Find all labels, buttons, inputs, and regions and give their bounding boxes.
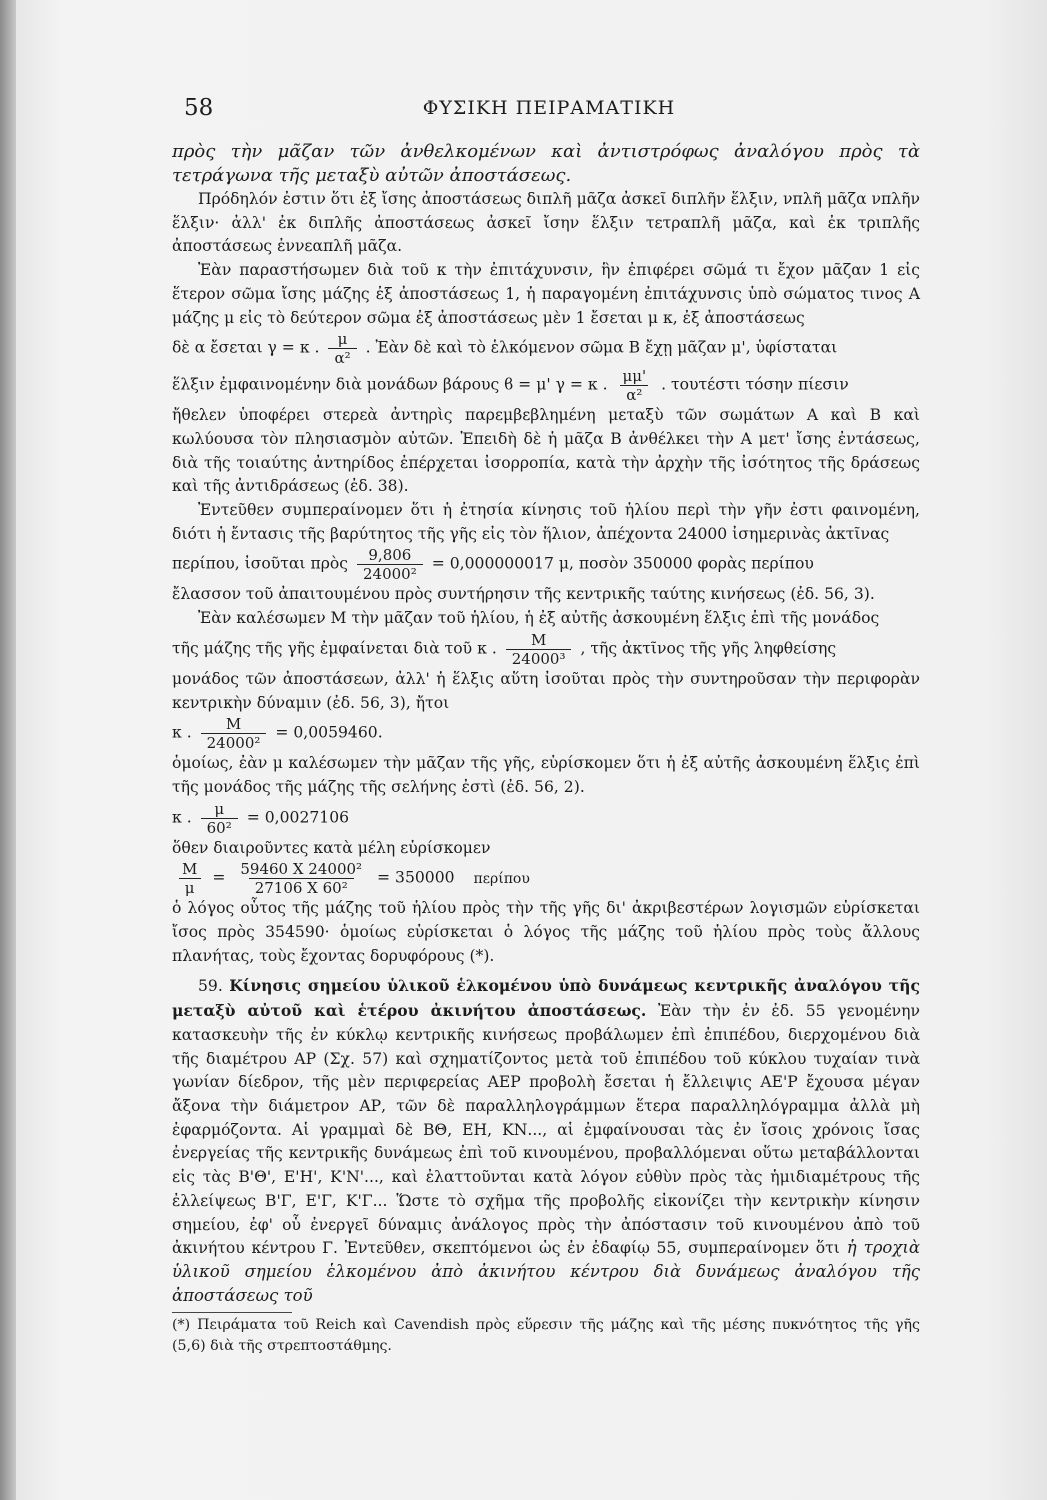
text-segment: περίπου <box>473 870 530 887</box>
italic-law-statement: πρὸς τὴν μᾶζαν τῶν ἀνθελκομένων καὶ ἀντιστρόφως ἀναλόγου πρὸς τὰ τετράγωνα τῆς μεταξὺ αὐτῶν ἀποστάσεως. <box>172 141 920 186</box>
paragraph-sun-motion: Ἐντεῦθεν συμπεραίνομεν ὅτι ἡ ἐτησία κίνησις τοῦ ἡλίου περὶ τὴν γῆν ἐστι φαινομένη, διότι ἡ ἔντασις τῆς βαρύτητος τῆς γῆς εἰς τὸν ἥλιον, ἀπέχοντα 24000 ἰσημερινὰς ἀκτῖνας <box>172 501 920 543</box>
text-segment: ἕλξιν ἐμφαινομένην διὰ μονάδων βάρους ϐ = μ' γ = κ . <box>172 375 608 394</box>
fraction-mu-over-60sq <box>201 800 238 837</box>
numerator: μ <box>214 799 225 818</box>
numerator: Μ <box>530 630 547 649</box>
paragraph-mass-ratio-result: ὁ λόγος οὗτος τῆς μάζης τοῦ ἡλίου πρὸς τὴν τῆς γῆς δι' ἀκριβεστέρων λογισμῶν εὑρίσκεται ἴσος πρὸς 354590· ὁμοίως εὑρίσκεται ὁ λόγος τῆς μάζης τοῦ ἡλίου πρὸς τοὺς ἄλλους πλανήτας, τοὺς ἔχοντας δορυφόρους (*). <box>172 899 920 965</box>
paragraph-strut: ἤθελεν ὑποφέρει στερεὰ ἀντηρὶς παρεμβεβλημένη μεταξὺ τῶν σωμάτων Α καὶ Β καὶ κωλύουσα τὸν πλησιασμὸν αὐτῶν. Ἐπειδὴ δὲ ἡ μᾶζα Β ἀνθέλκει τὴν Α μετ' ἴσης ἐντάσεως, διὰ τῆς τοιαύτης ἀντηρίδος ἐπέρχεται ἰσορροπία, κατὰ τὴν ἀρχὴν τῆς ἰσότητος τῆς δράσεως καὶ τῆς ἀντιδράσεως (ἐδ. 38). <box>172 406 920 496</box>
footnote: (*) Πειράματα τοῦ Reich καὶ Cavendish πρὸς εὕρεσιν τῆς μάζης καὶ τῆς μέσης πυκνότητος τῆς γῆς (5,6) διὰ τῆς στρεπτοστάθμης. <box>172 1317 920 1355</box>
denominator: 60² <box>201 818 238 837</box>
denominator: 24000³ <box>506 649 572 668</box>
fraction-mumu-over-alpha2 <box>617 367 653 404</box>
numerator: μ <box>337 330 348 349</box>
text-segment: = 0,000000017 μ, ποσὸν 350000 φορὰς περίπου <box>431 554 814 573</box>
numerator: Μ <box>225 715 242 734</box>
equation-mass-ratio <box>172 860 920 897</box>
running-title: ΦΥΣΙΚΗ ΠΕΙΡΑΜΑΤΙΚΗ <box>422 97 676 119</box>
section-number: 59. <box>198 977 223 996</box>
text-segment: . τουτέστι τόσην πίεσιν <box>661 375 849 394</box>
text-segment: = <box>212 868 226 887</box>
paragraph-unit-distance: μονάδος τῶν ἀποστάσεων, ἀλλ' ἡ ἕλξις αὕτη ἰσοῦται πρὸς τὴν συντηροῦσαν τὴν περιφορὰν κεντρικὴν δύναμιν (ἐδ. 56, 3), ἤτοι <box>172 669 920 712</box>
line-gamma-equation <box>172 330 920 367</box>
equation-sun <box>172 715 920 752</box>
line-continuation: ἔλασσον τοῦ ἀπαιτουμένου πρὸς συντήρησιν τῆς κεντρικῆς ταύτης κινήσεως (ἐδ. 56, 3). <box>172 585 875 604</box>
section-title: Κίνησις σημείου ὑλικοῦ ἑλκομένου ὑπὸ δυνάμεως κεντρικῆς ἀναλόγου τῆς μεταξὺ αὐτοῦ καὶ ἑτέρου ἀκινήτου ἀποστάσεως. <box>172 976 920 1021</box>
page-body <box>172 140 920 1357</box>
book-spine-shadow <box>0 0 16 1500</box>
text-segment: = 0,0059460. <box>275 723 383 742</box>
fraction-M-over-24000cube <box>506 631 572 668</box>
text-segment: = 350000 <box>377 868 455 887</box>
numerator: Μ <box>182 860 198 879</box>
text-segment: κ . <box>172 808 192 827</box>
numerator: 59460 X 24000² <box>240 860 363 879</box>
text-segment: , τῆς ἀκτῖνος τῆς γῆς ληφθείσης <box>580 639 837 658</box>
numerator: 9,806 <box>368 546 412 565</box>
section-text: Ἐὰν τὴν ἐν ἐδ. 55 γενομένην κατασκευὴν τῆς ἐν κύκλῳ κεντρικῆς κινήσεως προβάλωμεν ἐπὶ ἐπιπέδου, διερχομένου διὰ τῆς διαμέτρου ΑΡ (Σχ. 57) καὶ σχηματίζοντος μετὰ τοῦ ἐπιπέδου τοῦ κύκλου τυχαίαν τινὰ γωνίαν δίεδρον, τῆς μὲν περιφερείας ΑΕΡ προβολὴ ἔσεται ἡ ἔλλειψις ΑΕ'Ρ ἔχουσα μέγαν ἄξονα τὴν διάμετρον ΑΡ, τῶν δὲ παραλληλογράμμων ἕτερα παραλληλόγραμμα ἀλλὰ μὴ ἐφαρμόζοντα. Αἱ γραμμαὶ δὲ ΒΘ, ΕΗ, ΚΝ..., αἱ ἐμφαίνουσαι τὰς ἐν ἴσοις χρόνοις ἴσας ἐνεργείας τῆς κεντρικῆς δυνάμεως ἐπὶ τοῦ κινουμένου, προβαλλόμεναι οὕτω μεταβάλλονται εἰς τὰς Β'Θ', Ε'Η', Κ'Ν'..., καὶ ἐλαττοῦνται κατὰ λόγον εὐθὺν πρὸς τὰς ἡμιδιαμέτρους τῆς ἐλλείψεως Β'Γ, Ε'Γ, Κ'Γ... Ὥστε τὸ σχῆμα τῆς προβολῆς εἰκονίζει τὴν κεντρικὴν κίνησιν σημείου, ἐφ' οὗ ἐνεργεῖ δύναμις ἀνάλογος πρὸς τὴν ἀπόστασιν τοῦ κινουμένου ἀπὸ τοῦ ἀκινήτου κέντρου Γ. Ἐντεῦθεν, σκεπτόμενοι ὡς ἐν ἐδαφίῳ 55, συμπεραίνομεν ὅτι <box>172 1002 920 1258</box>
denominator: α² <box>620 385 648 404</box>
text-segment: περίπου, ἰσοῦται πρὸς <box>172 554 349 573</box>
text-segment: τῆς μάζης τῆς γῆς ἐμφαίνεται διὰ τοῦ κ . <box>172 639 497 658</box>
denominator: α² <box>328 348 356 367</box>
fraction-mu-over-alpha2 <box>328 330 356 367</box>
fraction-product <box>234 860 368 897</box>
text-segment: . Ἐὰν δὲ καὶ τὸ ἑλκόμενον σῶμα Β ἔχῃ μᾶζαν μ', ὑφίσταται <box>365 338 838 357</box>
text-segment: κ . <box>172 723 192 742</box>
fraction-M-over-mu <box>176 860 203 897</box>
denominator: 24000² <box>357 564 423 583</box>
line-gravity-ratio <box>172 546 920 583</box>
denominator: μ <box>179 878 201 897</box>
denominator: 24000² <box>201 733 267 752</box>
fraction-M-over-24000sq <box>201 715 267 752</box>
numerator: μμ' <box>622 367 647 386</box>
line-dividing: ὅθεν διαιροῦντες κατὰ μέλη εὑρίσκομεν <box>172 838 491 857</box>
denominator: 27106 X 60² <box>249 878 354 897</box>
section-italic-conclusion: ἡ τροχιὰ ὑλικοῦ σημείου ἑλκομένου ἀπὸ ἀκινήτου κέντρου διὰ δυνάμεως ἀναλόγου τῆς ἀποστάσεως τοῦ <box>172 1238 920 1305</box>
page-header <box>184 95 914 131</box>
paragraph-earth-moon: ὁμοίως, ἐὰν μ καλέσωμεν τὴν μᾶζαν τῆς γῆς, εὑρίσκομεν ὅτι ἡ ἐξ αὐτῆς ἀσκουμένη ἕλξις ἐπὶ τῆς μονάδος τῆς μάζης τῆς σελήνης ἐστὶ (ἐδ. 56, 2). <box>172 754 920 796</box>
fraction-g-over-24000sq <box>357 546 423 583</box>
equation-earth <box>172 800 920 837</box>
line-weight-equation <box>172 367 920 404</box>
line-sun-attraction <box>172 631 920 668</box>
paragraph-sun-mass: Ἐὰν καλέσωμεν Μ τὴν μᾶζαν τοῦ ἡλίου, ἡ ἐξ αὐτῆς ἀσκουμένη ἕλξις ἐπὶ τῆς μονάδος <box>198 609 880 628</box>
page-number: 58 <box>184 95 214 121</box>
section-59 <box>172 974 920 1308</box>
paragraph-acceleration: Ἐὰν παραστήσωμεν διὰ τοῦ κ τὴν ἐπιτάχυνσιν, ἣν ἐπιφέρει σῶμά τι ἔχον μᾶζαν 1 εἰς ἕτερον σῶμα ἴσης μάζης ἐξ ἀποστάσεως 1, ἡ παραγομένη ἐπιτάχυνσις ὑπὸ σώματος τινος Α μάζης μ εἰς τὸ δεύτερον σῶμα ἐξ ἀποστάσεως μὲν 1 ἔσεται μ κ, ἐξ ἀποστάσεως <box>172 261 920 327</box>
text-segment: δὲ α ἔσεται γ = κ . <box>172 338 320 357</box>
text-segment: = 0,0027106 <box>246 808 350 827</box>
footnote-rule <box>172 1312 292 1313</box>
paragraph-corollary: Πρόδηλόν ἐστιν ὅτι ἐξ ἴσης ἀποστάσεως διπλῆ μᾶζα ἀσκεῖ διπλῆν ἕλξιν, νπλῆ μᾶζα νπλῆν ἕλξιν· ἀλλ' ἐκ διπλῆς ἀποστάσεως ἀσκεῖ ἴσην ἕλξιν τετραπλῆ μᾶζα, καὶ ἐκ τριπλῆς ἀποστάσεως ἐννεαπλῆ μᾶζα. <box>172 190 920 256</box>
